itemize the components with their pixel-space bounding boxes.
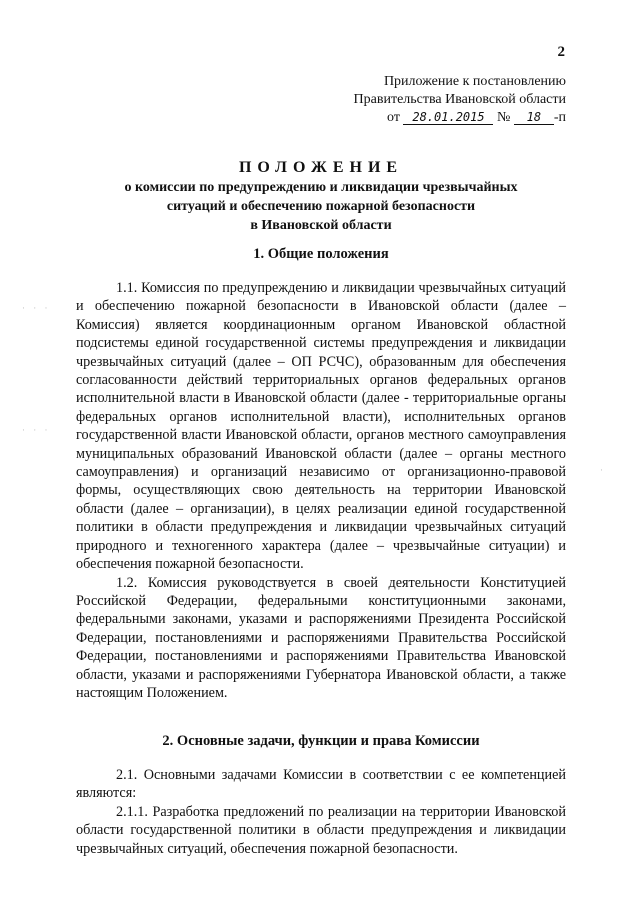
scan-artifact-mark: · [600, 465, 606, 475]
scan-artifact-mark: · · · [22, 303, 51, 313]
appendix-line-2: Правительства Ивановской области [353, 92, 566, 107]
page-number: 2 [557, 44, 565, 60]
section-1-heading: 1. Общие положения [253, 246, 389, 262]
section-2-heading: 2. Основные задачи, функции и права Комиссии [162, 733, 480, 749]
scan-artifact-mark: · · · [22, 425, 51, 435]
title-main: ПОЛОЖЕНИЕ [238, 159, 404, 176]
paragraph-1-1: 1.1. Комиссия по предупреждению и ликвидации чрезвычайных ситуаций и обеспечению пожарной безопасности в Ивановской области (далее – Комиссия) является координационным органом Ивановской областной подсистемы единой государственной системы предупреждения и ликвидации чрезвычайных ситуаций (далее – ОП РСЧС), образованным для обеспечения согласованности действий территориальных органов федеральных органов исполнительной власти в Ивановской области (далее - территориальные органы федеральных органов исполнительной власти), исполнительных органов государственной власти Ивановской области, органов местного самоуправления муниципальных образований Ивановской области (далее – органы местного самоуправления) и организаций независимо от организационно-правовой формы, осуществляющих свою деятельность на территории Ивановской области (далее – организации), в целях реализации единой государственной политики в области предупреждения и ликвидации чрезвычайных ситуаций природного и техногенного характера (далее – чрезвычайные ситуации) и обеспечения пожарной безопасности. [76, 280, 566, 573]
title-line-3: в Ивановской области [250, 218, 392, 233]
handwritten-date: 28.01.2015 [403, 110, 493, 125]
from-label: от [387, 110, 400, 125]
title-line-2: ситуаций и обеспечению пожарной безопасности [166, 199, 476, 214]
number-label: № [496, 110, 511, 125]
appendix-header [306, 73, 566, 127]
paragraph-2-1-1: 2.1.1. Разработка предложений по реализации на территории Ивановской области государственной политики в области предупреждения и ликвидации чрезвычайных ситуаций, обеспечения пожарной безопасности. [76, 803, 566, 857]
paragraph-2-1: 2.1. Основными задачами Комиссии в соответствии с ее компетенцией являются: [76, 767, 566, 802]
number-suffix: -п [553, 110, 566, 125]
appendix-line-1: Приложение к постановлению [383, 74, 566, 89]
appendix-reference-line [306, 109, 566, 127]
paragraph-1-2: 1.2. Комиссия руководствуется в своей деятельности Конституцией Российской Федерации, федеральными конституционными законами, федеральными законами, указами и распоряжениями Президента Российской Федерации, постановлениями и распоряжениями Правительства Российской Федерации, постановлениями и распоряжениями Правительства Ивановской области, указами и распоряжениями Губернатора Ивановской области, а также настоящим Положением. [76, 574, 566, 701]
section-2-body [76, 766, 566, 858]
section-1-body [76, 279, 566, 702]
title-line-1: о комиссии по предупреждению и ликвидации чрезвычайных [124, 180, 518, 195]
handwritten-number: 18 [514, 110, 554, 125]
document-title [76, 158, 566, 235]
